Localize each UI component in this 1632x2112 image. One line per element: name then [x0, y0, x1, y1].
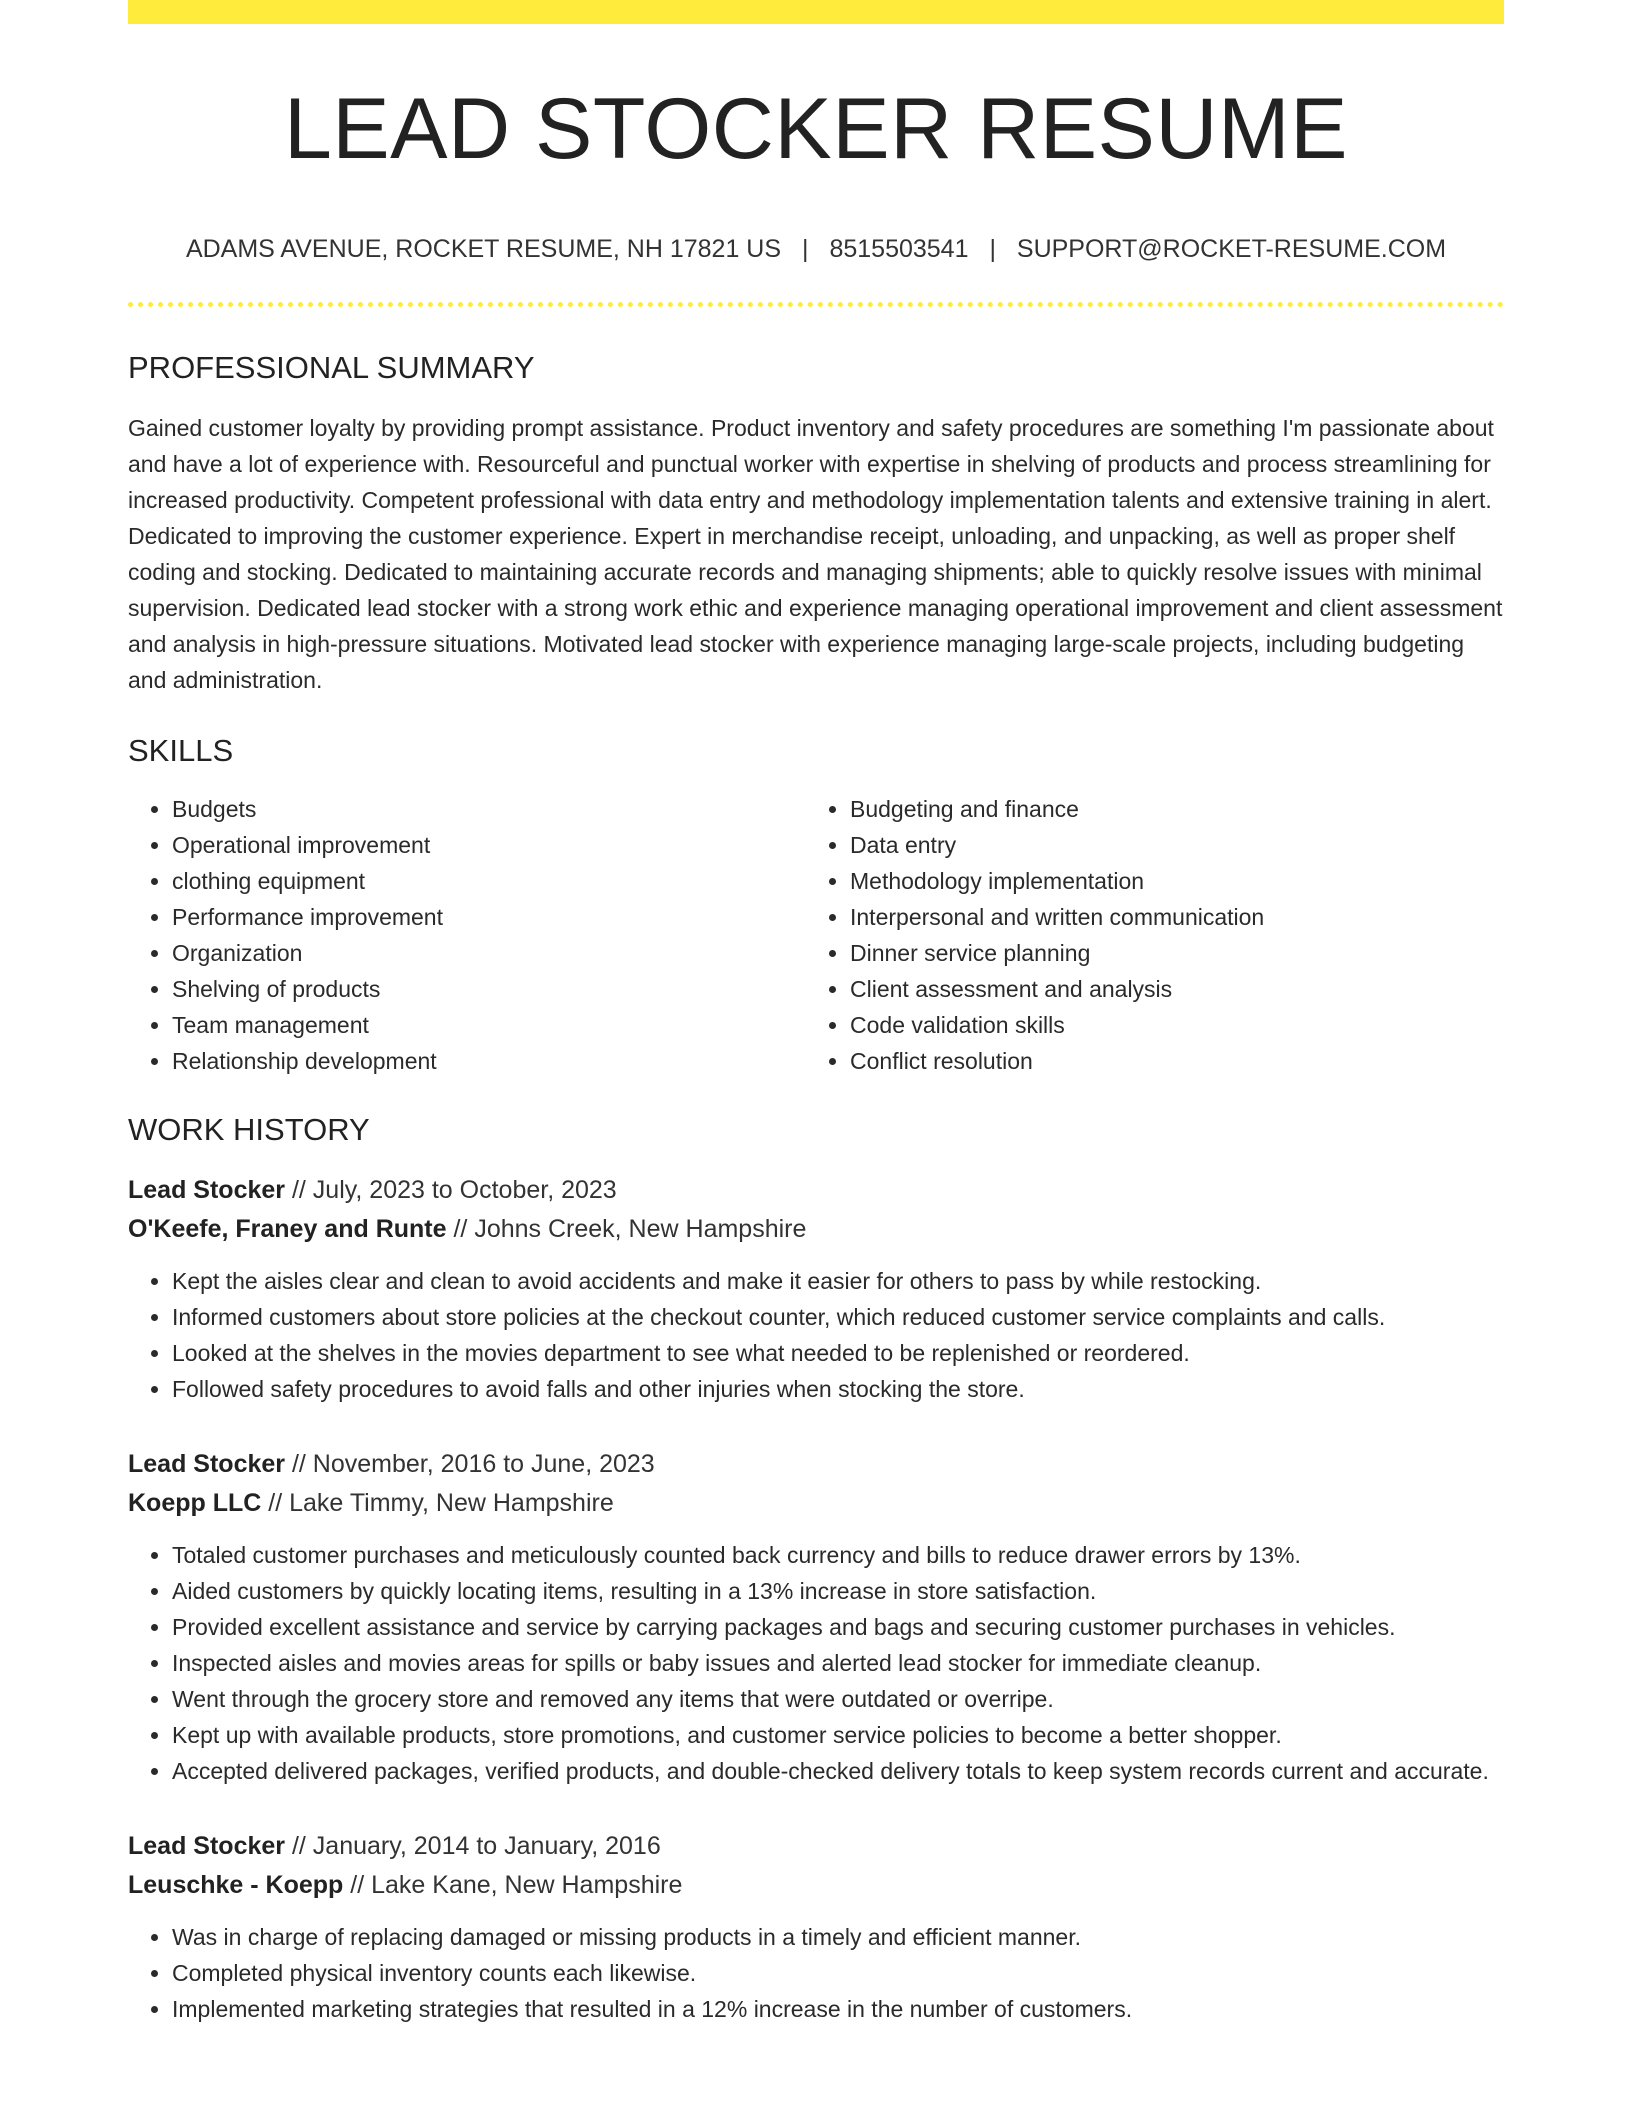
job-entry [128, 1171, 1504, 1407]
skills-column-right [806, 791, 1484, 1079]
skills-column-left [128, 791, 806, 1079]
skill-item: • Budgets [172, 791, 806, 827]
skill-item: • Dinner service planning [850, 935, 1484, 971]
job-company-line [128, 1484, 1504, 1523]
job-role: Lead Stocker [128, 1175, 286, 1204]
skill-item: • clothing equipment [172, 863, 806, 899]
resume-page [128, 0, 1504, 2027]
job-company-line [128, 1210, 1504, 1249]
skill-item: • Team management [172, 1007, 806, 1043]
skill-item: • Conflict resolution [850, 1043, 1484, 1079]
work-history-heading: WORK HISTORY [128, 1112, 370, 1148]
job-bullet: • Kept up with available products, store promotions, and customer service policies to become a better shopper. [172, 1717, 1504, 1753]
job-role-line [128, 1445, 1504, 1484]
job-location: // Lake Kane, New Hampshire [343, 1870, 683, 1899]
skill-item: • Methodology implementation [850, 863, 1484, 899]
job-company: O'Keefe, Franey and Runte [128, 1214, 447, 1243]
job-bullet: • Kept the aisles clear and clean to avoid accidents and make it easier for others to pass by while restocking. [172, 1263, 1504, 1299]
summary-heading: PROFESSIONAL SUMMARY [128, 350, 535, 385]
skill-item: • Shelving of products [172, 971, 806, 1007]
job-bullet: • Followed safety procedures to avoid falls and other injuries when stocking the store. [172, 1371, 1504, 1407]
contact-separator: | [802, 235, 809, 263]
job-bullet: • Completed physical inventory counts each likewise. [172, 1955, 1504, 1991]
job-dates: // July, 2023 to October, 2023 [285, 1175, 617, 1204]
skill-item: • Interpersonal and written communication [850, 899, 1484, 935]
skill-item: • Code validation skills [850, 1007, 1484, 1043]
resume-title: LEAD STOCKER RESUME [283, 81, 1349, 177]
job-bullet: • Looked at the shelves in the movies department to see what needed to be replenished or reordered. [172, 1335, 1504, 1371]
skill-item: • Performance improvement [172, 899, 806, 935]
job-role: Lead Stocker [128, 1449, 286, 1478]
job-location: // Lake Timmy, New Hampshire [261, 1488, 614, 1517]
job-company: Koepp LLC [128, 1488, 262, 1517]
job-entry [128, 1827, 1504, 2027]
job-bullet: • Implemented marketing strategies that resulted in a 12% increase in the number of customers. [172, 1991, 1504, 2027]
job-dates: // November, 2016 to June, 2023 [285, 1449, 655, 1478]
skills-heading: SKILLS [128, 733, 234, 769]
summary-text: Gained customer loyalty by providing prompt assistance. Product inventory and safety procedures are something I'm passionate about and have a lot of experience with. Resourceful and punctual worker with expertise in shelving of products and process streamlining for increased productivity. Competent professional with data entry and methodology implementation talents and extensive training in alert. Dedicated to improving the customer experience. Expert in merchandise receipt, unloading, and unpacking, as well as proper shelf coding and stocking. Dedicated to maintaining accurate records and managing shipments; able to quickly resolve issues with minimal supervision. Dedicated lead stocker with a strong work ethic and experience managing operational improvement and client assessment and analysis in high-pressure situations. Motivated lead stocker with experience managing large-scale projects, including budgeting and administration. [128, 415, 1503, 694]
job-role: Lead Stocker [128, 1831, 286, 1860]
job-bullets [128, 1263, 1504, 1407]
job-bullet: • Informed customers about store policies at the checkout counter, which reduced customer service complaints and calls. [172, 1299, 1504, 1335]
job-bullet: • Inspected aisles and movies areas for spills or baby issues and alerted lead stocker for immediate cleanup. [172, 1645, 1504, 1681]
skill-item: • Budgeting and finance [850, 791, 1484, 827]
skill-item: • Organization [172, 935, 806, 971]
job-dates: // January, 2014 to January, 2016 [285, 1831, 661, 1860]
job-bullets [128, 1919, 1504, 2027]
skill-item: • Operational improvement [172, 827, 806, 863]
skills-list [128, 791, 1504, 1079]
contact-line [128, 234, 1504, 264]
job-company: Leuschke - Koepp [128, 1870, 344, 1899]
job-bullet: • Accepted delivered packages, verified products, and double-checked delivery totals to keep system records current and accurate. [172, 1753, 1504, 1789]
job-bullet: • Went through the grocery store and removed any items that were outdated or overripe. [172, 1681, 1504, 1717]
job-bullet: • Was in charge of replacing damaged or missing products in a timely and efficient manner. [172, 1919, 1504, 1955]
skill-item: • Client assessment and analysis [850, 971, 1484, 1007]
job-location: // Johns Creek, New Hampshire [446, 1214, 807, 1243]
contact-separator: | [989, 235, 996, 263]
skill-item: • Relationship development [172, 1043, 806, 1079]
contact-address: ADAMS AVENUE, ROCKET RESUME, NH 17821 US [185, 235, 782, 263]
job-role-line [128, 1827, 1504, 1866]
top-accent-bar [128, 0, 1504, 24]
contact-email: SUPPORT@ROCKET-RESUME.COM [1016, 235, 1447, 263]
dotted-divider [128, 302, 1504, 307]
job-entry [128, 1445, 1504, 1789]
job-role-line [128, 1171, 1504, 1210]
job-bullets [128, 1537, 1504, 1789]
skill-item: • Data entry [850, 827, 1484, 863]
contact-phone: 8515503541 [829, 235, 969, 263]
job-bullet: • Aided customers by quickly locating items, resulting in a 13% increase in store satisfaction. [172, 1573, 1504, 1609]
job-company-line [128, 1866, 1504, 1905]
job-bullet: • Totaled customer purchases and meticulously counted back currency and bills to reduce drawer errors by 13%. [172, 1537, 1504, 1573]
job-bullet: • Provided excellent assistance and service by carrying packages and bags and securing customer purchases in vehicles. [172, 1609, 1504, 1645]
